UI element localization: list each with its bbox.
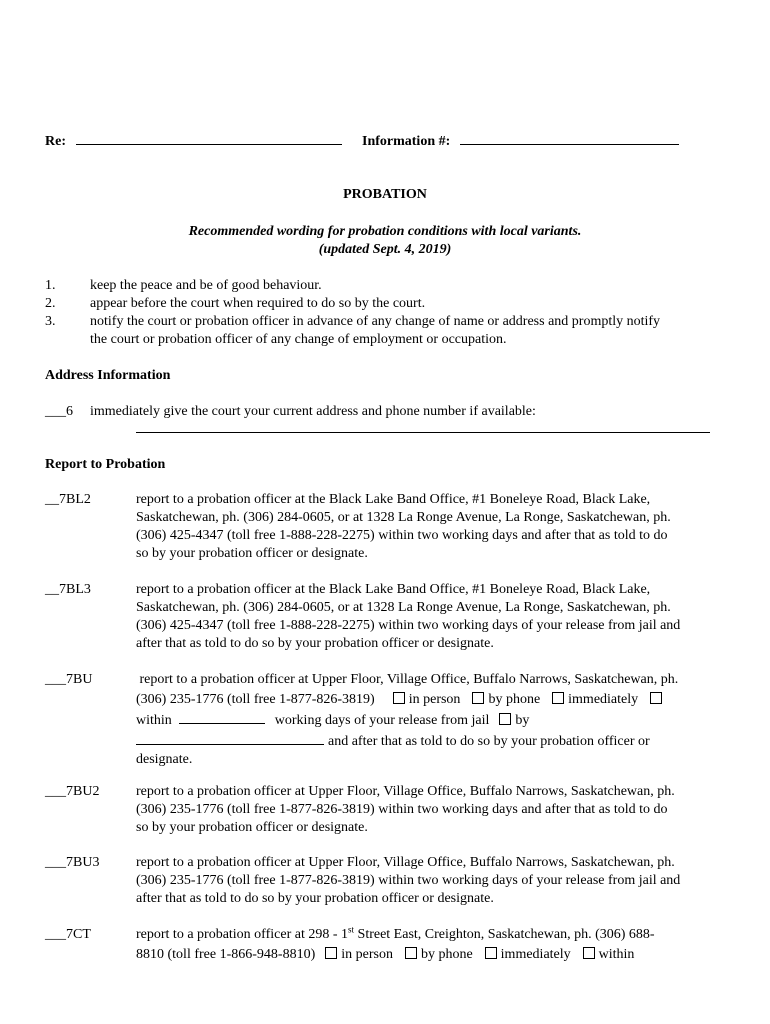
designate-blank[interactable]: [136, 732, 324, 745]
condition-number: 3.: [45, 314, 56, 329]
superscript: st: [348, 924, 355, 935]
condition-code[interactable]: ___7BU2: [45, 784, 100, 799]
document-subtitle: Recommended wording for probation conditions with local variants.: [188, 224, 582, 239]
within-label: within: [598, 947, 635, 962]
document-updated-date: (updated Sept. 4, 2019): [318, 242, 452, 257]
information-number-blank[interactable]: [460, 132, 679, 145]
condition-code[interactable]: __7BL3: [45, 582, 91, 597]
address-blank-line[interactable]: [136, 432, 710, 433]
condition-number: 2.: [45, 296, 56, 311]
in-person-label: in person: [341, 947, 393, 962]
in-person-checkbox[interactable]: [393, 692, 405, 704]
condition-code[interactable]: ___7BU3: [45, 855, 100, 870]
paragraph-options-line: [136, 711, 728, 730]
report-to-probation-heading: Report to Probation: [45, 457, 166, 472]
paragraph-line: (306) 425-4347 (toll free 1-888-228-2275) within two working days of your release from jail and: [136, 618, 681, 633]
paragraph-line: so by your probation officer or designate.: [136, 546, 368, 561]
immediately-label: immediately: [500, 947, 571, 962]
condition-text: notify the court or probation officer in advance of any change of name or address and promptly notify: [90, 314, 661, 329]
condition-text: appear before the court when required to do so by the court.: [90, 296, 426, 311]
paragraph-line: (306) 425-4347 (toll free 1-888-228-2275) within two working days and after that as told to do: [136, 528, 668, 543]
by-phone-checkbox[interactable]: [472, 692, 484, 704]
paragraph-options-line: [136, 691, 728, 709]
information-number-field: [362, 132, 679, 151]
paragraph-text: report to a probation officer at 298 - 1: [136, 927, 349, 942]
address-information-heading: Address Information: [45, 368, 171, 383]
condition-paragraph: [136, 854, 728, 908]
by-label: by: [515, 713, 530, 728]
paragraph-line: report to a probation officer at the Black Lake Band Office, #1 Boneleye Road, Black Lake,: [136, 582, 651, 597]
condition-paragraph: [136, 491, 728, 563]
condition-paragraph: [136, 581, 728, 653]
condition-code[interactable]: ___7CT: [45, 927, 91, 942]
paragraph-text: 8810 (toll free 1-866-948-8810): [136, 947, 316, 962]
paragraph-line: after that as told to do so by your probation officer or designate.: [136, 891, 494, 906]
paragraph-options-line: [136, 946, 728, 964]
address-condition-text: immediately give the court your current address and phone number if available:: [90, 404, 536, 419]
by-phone-checkbox[interactable]: [405, 947, 417, 959]
by-phone-label: by phone: [420, 947, 473, 962]
paragraph-text: and after that as told to do so by your probation officer or: [328, 734, 650, 749]
condition-text: keep the peace and be of good behaviour.: [90, 278, 322, 293]
re-field: [45, 132, 342, 151]
working-days-blank[interactable]: [179, 711, 265, 724]
paragraph-line: report to a probation officer at Upper Floor, Village Office, Buffalo Narrows, Saskatchewan, ph.: [136, 855, 675, 870]
condition-text: the court or probation officer of any change of employment or occupation.: [90, 332, 507, 347]
paragraph-line: report to a probation officer at the Black Lake Band Office, #1 Boneleye Road, Black Lake,: [136, 492, 651, 507]
within-checkbox[interactable]: [583, 947, 595, 959]
paragraph-line: (306) 235-1776 (toll free 1-877-826-3819) within two working days of your release from jail and: [136, 873, 681, 888]
paragraph-line: Saskatchewan, ph. (306) 284-0605, or at 1328 La Ronge Avenue, La Ronge, Saskatchewan, ph.: [136, 600, 671, 615]
condition-paragraph: [136, 783, 728, 837]
re-label: Re:: [45, 134, 66, 149]
condition-code[interactable]: __7BL2: [45, 492, 91, 507]
within-label: within: [136, 713, 172, 728]
paragraph-text: (306) 235-1776 (toll free 1-877-826-3819): [136, 692, 375, 707]
paragraph-line: report to a probation officer at Upper Floor, Village Office, Buffalo Narrows, Saskatchewan, ph.: [136, 784, 675, 799]
immediately-checkbox[interactable]: [485, 947, 497, 959]
paragraph-line: [136, 732, 728, 751]
paragraph-line: (306) 235-1776 (toll free 1-877-826-3819) within two working days and after that as told to do: [136, 802, 668, 817]
re-blank[interactable]: [76, 132, 342, 145]
condition-paragraph-7ct: [136, 926, 728, 964]
paragraph-line: [136, 926, 728, 944]
paragraph-line: designate.: [136, 752, 193, 767]
paragraph-text: working days of your release from jail: [274, 713, 490, 728]
paragraph-line: after that as told to do so by your probation officer or designate.: [136, 636, 494, 651]
by-checkbox[interactable]: [499, 713, 511, 725]
condition-code[interactable]: ___7BU: [45, 672, 93, 687]
immediately-label: immediately: [568, 692, 639, 707]
condition-paragraph-7bu: [136, 671, 728, 769]
document-title: PROBATION: [343, 187, 427, 202]
in-person-label: in person: [408, 692, 461, 707]
condition-number: 1.: [45, 278, 56, 293]
condition-code[interactable]: ___6: [45, 404, 73, 419]
paragraph-line: report to a probation officer at Upper Floor, Village Office, Buffalo Narrows, Saskatchewan, ph.: [136, 672, 679, 687]
immediately-checkbox[interactable]: [552, 692, 564, 704]
within-checkbox[interactable]: [650, 692, 662, 704]
paragraph-line: Saskatchewan, ph. (306) 284-0605, or at 1328 La Ronge Avenue, La Ronge, Saskatchewan, ph.: [136, 510, 671, 525]
paragraph-line: so by your probation officer or designate.: [136, 820, 368, 835]
paragraph-text: Street East, Creighton, Saskatchewan, ph. (306) 688-: [354, 927, 655, 942]
by-phone-label: by phone: [488, 692, 541, 707]
in-person-checkbox[interactable]: [325, 947, 337, 959]
information-number-label: Information #:: [362, 134, 451, 149]
